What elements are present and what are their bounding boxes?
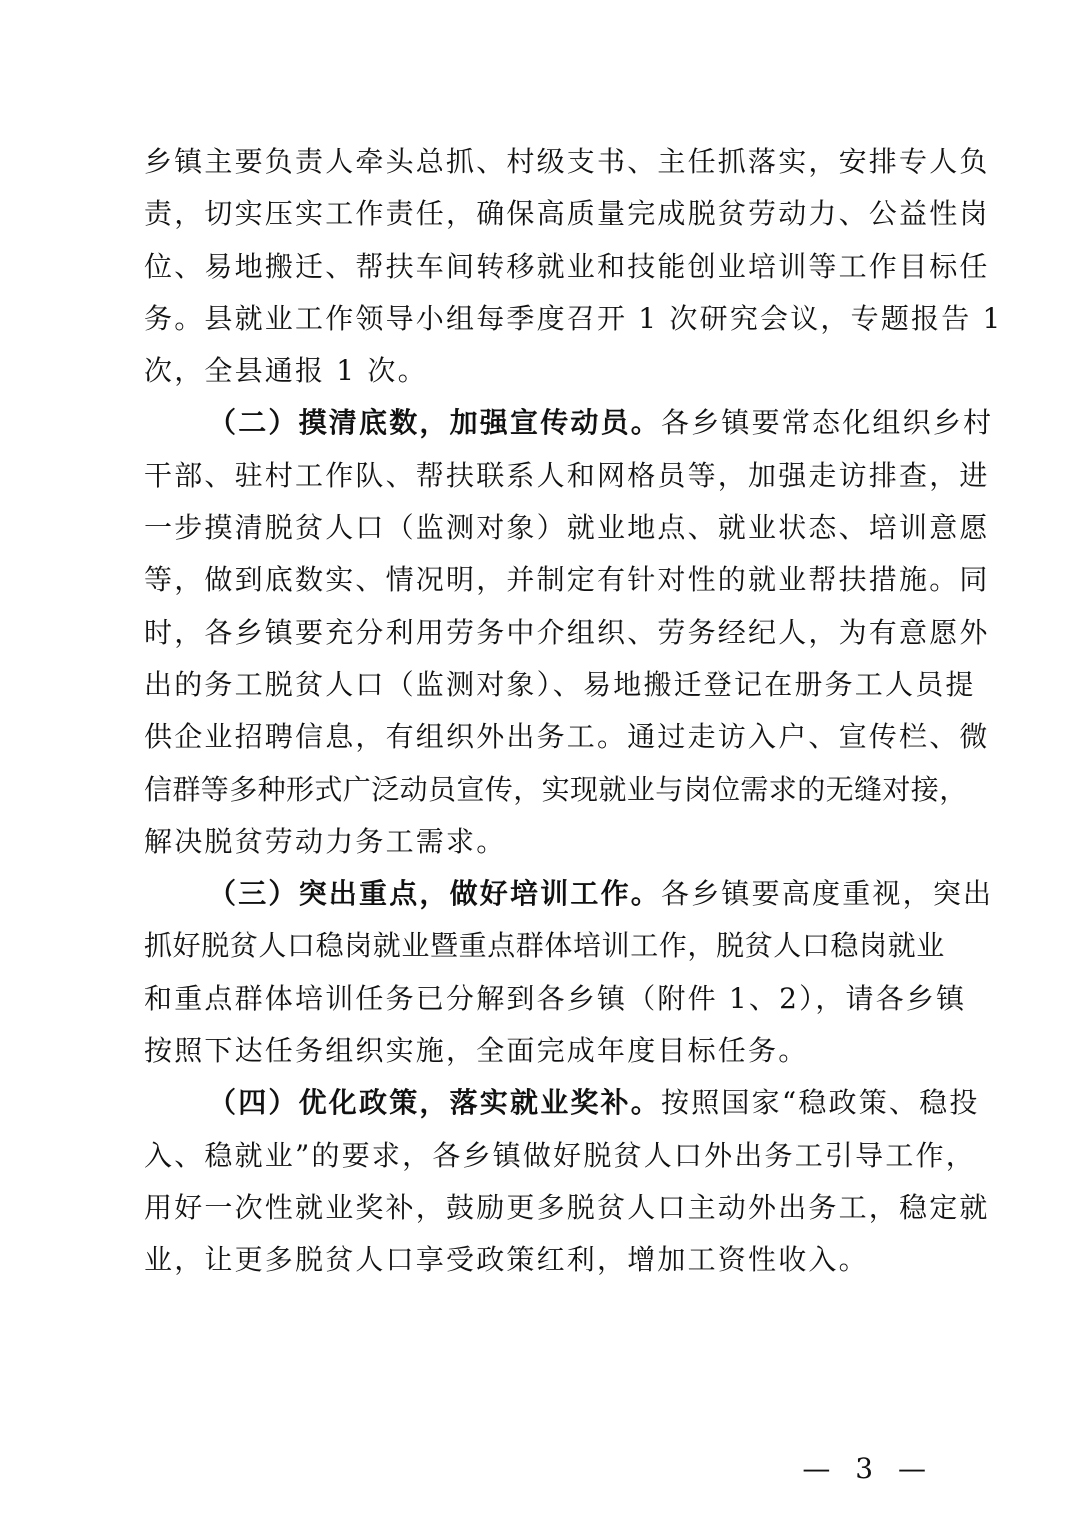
paragraph-first-line xyxy=(144,868,994,920)
text-line: 干部、驻村工作队、帮扶联系人和网格员等，加强走访排查，进 xyxy=(144,458,990,492)
text-line: 乡镇主要负责人牵头总抓、村级支书、主任抓落实，安排专人负 xyxy=(144,145,990,178)
text-line: 信群等多种形式广泛动员宣传，实现就业与岗位需求的无缝对接， xyxy=(144,772,968,806)
text-run: 各乡镇要高度重视，突出 xyxy=(661,877,994,911)
section-heading: （三）突出重点，做好培训工作。 xyxy=(208,877,662,911)
text-line: 业，让更多脱贫人口享受政策红利，增加工资性收入。 xyxy=(144,1243,869,1277)
paragraph-training xyxy=(144,868,994,1077)
section-heading: （二）摸清底数，加强宣传动员。 xyxy=(208,406,662,440)
text-line: 等，做到底数实、情况明，并制定有针对性的就业帮扶措施。同 xyxy=(144,563,990,597)
text-line: 解决脱贫劳动力务工需求。 xyxy=(144,824,507,858)
page-number: — 3 — xyxy=(802,1452,934,1485)
text-line: 用好一次性就业奖补，鼓励更多脱贫人口主动外出务工，稳定就 xyxy=(144,1190,990,1224)
text-line: 入、稳就业”的要求，各乡镇做好脱贫人口外出务工引导工作， xyxy=(144,1138,976,1172)
paragraph-first-line xyxy=(144,397,994,449)
section-heading: （四）优化政策，落实就业奖补。 xyxy=(208,1086,662,1120)
text-line: 和重点群体培训任务已分解到各乡镇（附件 1、2），请各乡镇 xyxy=(144,981,967,1015)
text-line: 抓好脱贫人口稳岗就业暨重点群体培训工作，脱贫人口稳岗就业 xyxy=(144,929,945,963)
text-line: 责，切实压实工作责任，确保高质量完成脱贫劳动力、公益性岗 xyxy=(144,197,990,231)
text-line: 时，各乡镇要充分利用劳务中介组织、劳务经纪人，为有意愿外 xyxy=(144,615,990,649)
document-body xyxy=(144,136,1003,1287)
paragraph-policy-subsidy xyxy=(144,1077,990,1286)
text-line: 供企业招聘信息，有组织外出务工。通过走访入户、宣传栏、微 xyxy=(144,720,990,754)
text-line: 位、易地搬迁、帮扶车间转移就业和技能创业培训等工作目标任 xyxy=(144,249,990,283)
text-line: 次，全县通报 1 次。 xyxy=(144,354,428,388)
text-line: 出的务工脱贫人口（监测对象）、易地搬迁登记在册务工人员提 xyxy=(144,667,976,701)
paragraph-survey-publicity xyxy=(144,397,994,868)
text-line: 务。县就业工作领导小组每季度召开 1 次研究会议，专题报告 1 xyxy=(144,301,1003,335)
text-line: 一步摸清脱贫人口（监测对象）就业地点、就业状态、培训意愿 xyxy=(144,511,990,545)
text-run: 按照国家“稳政策、稳投 xyxy=(661,1086,980,1120)
text-run: 各乡镇要常态化组织乡村 xyxy=(661,406,994,440)
paragraph-first-line xyxy=(144,1077,980,1129)
text-line: 按照下达任务组织实施，全面完成年度目标任务。 xyxy=(144,1034,809,1068)
paragraph-responsibility xyxy=(144,136,1003,397)
